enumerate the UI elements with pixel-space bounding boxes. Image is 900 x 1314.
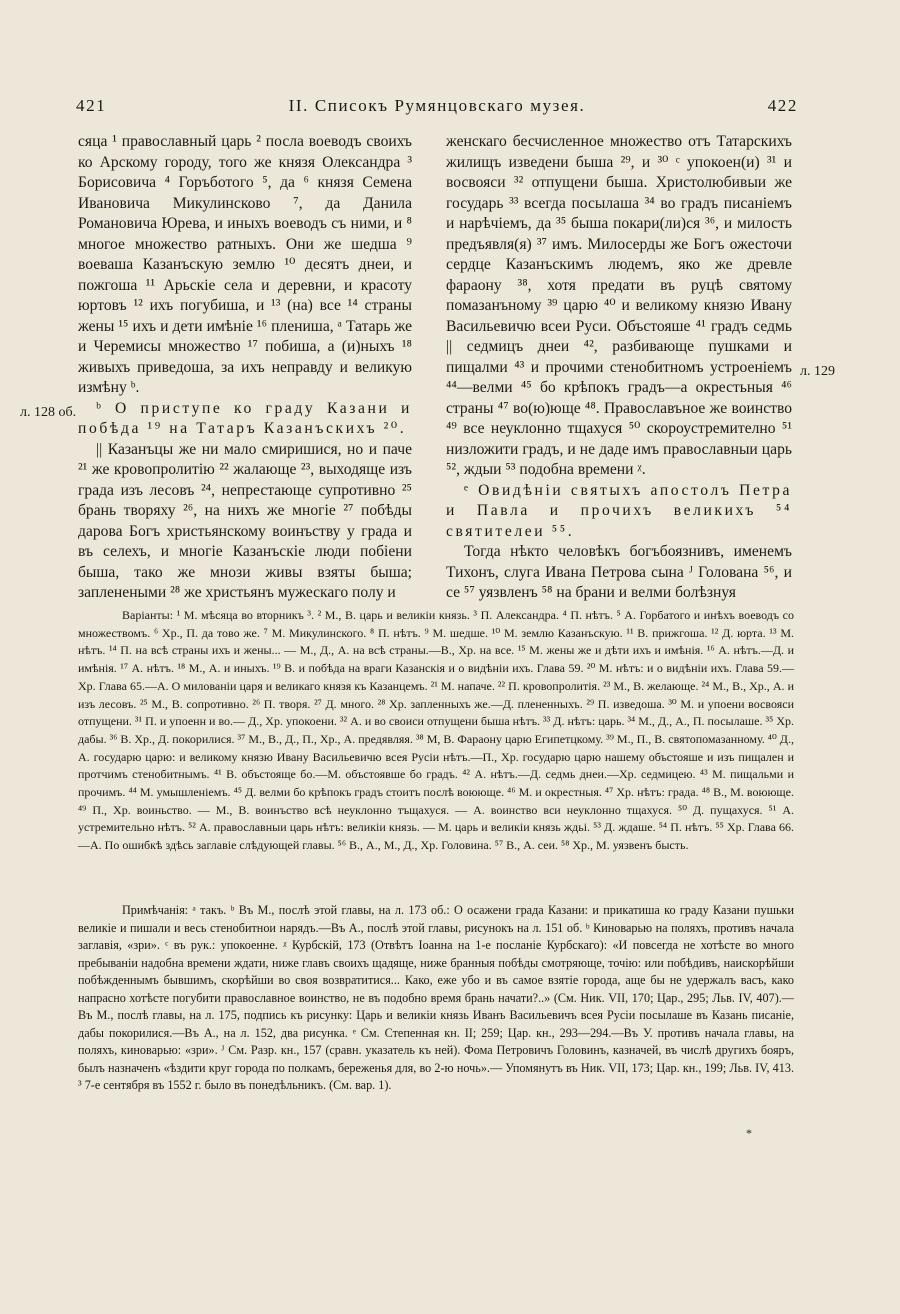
running-title: II. Списокъ Румянцовскаго музея. [288, 96, 586, 115]
chapter-heading-assault: ᵇ О приступе ко граду Казани и побѣда ¹⁹ на Татаръ Казанъскихъ ²⁰. [78, 399, 412, 437]
margin-folio-right: л. 129 [800, 364, 835, 379]
left-paragraph-1: сяца ¹ православный царь ² посла воеводъ своихъ ко Арскому городу, того же князя Олександра ³ Борисовича ⁴ Горъботого ⁵, да ⁶ князя Семена Ивановича Микулинсково ⁷, да Данила Романовича Юрева, и иныхъ воеводъ съ ними, и ⁸ многое множество ратныхъ. Они же шедша ⁹ воеваша Казанъскую землю ¹⁰ десятъ днеи, и пожгоша ¹¹ Арьскіе села и деревни, и красоту юртовъ ¹² ихъ погубиша, и ¹³ (на) все ¹⁴ страны жены ¹⁵ ихъ и дети имѣніе ¹⁶ плениша, ᵃ Татарь же и Черемисы множество ¹⁷ побиша, а (и)ныхъ ¹⁸ живыхъ приведоша, за ихъ неправду и великую измѣну ᵇ. [78, 133, 412, 396]
right-text-column [446, 132, 792, 604]
right-paragraph-1: женскаго бесчисленное множество отъ Татарскихъ жилищъ изведени быша ²⁹, и ³⁰ ᶜ упокоен(и) ³¹ и восвояси ³² отпущени быша. Христолюбивыи же государь ³³ всегда посылаша ³⁴ во градъ писаніемъ и нарѣчіемъ, да ³⁵ быша покари(ли)ся ³⁶, и милость предъявля(я) ³⁷ имъ. Милосерды же Богъ ожесточи сердце Казанъскимъ людемъ, яко же древле фараону ³⁸, хотя предати въ руцѣ святому помазанъному ³⁹ царю ⁴⁰ и великому князю Ивану Васильевичю всеи Руси. Объстояше ⁴¹ градъ седмь || седмицъ днеи ⁴², разбивающе пушками и пищалми ⁴³ и прочими стенобитномъ устроеніемъ ⁴⁴—велми ⁴⁵ бо крѣпокъ градъ—а окрестьныя ⁴⁶ страны ⁴⁷ во(ю)юще ⁴⁸. Православъное же воинство ⁴⁹ все неуклонно тщахуся ⁵⁰ скороустремително ⁵¹ низложити градъ, и не даде имъ православныи царь ⁵², ждыи ⁵³ подобна времени ᵡ. [446, 133, 792, 478]
page-number-right: 422 [767, 96, 798, 115]
variants-text: Варіанты: ¹ М. мѣсяца во вторникъ ³. ² М., В. царь и великіи князь. ³ П. Александра. ⁴ П. нѣтъ. ⁵ А. Горбатого и инѣхъ воеводъ со множествомъ. ⁶ Хр., П. да тово же. ⁷ М. Микулинского. ⁸ П. нѣтъ. ⁹ М. шедше. ¹⁰ М. землю Казанъскую. ¹¹ В. прижгоша. ¹² Д. юрта. ¹³ М. нѣтъ. ¹⁴ П. на всѣ страны ихъ и жены... — М., Д., А. на всѣ страны.—В., Хр. на все. ¹⁵ М. жены же и дѣти ихъ и имѣнія. ¹⁶ А. нѣтъ.—Д. и имѣнія. ¹⁷ А. нѣтъ. ¹⁸ М., А. и иныхъ. ¹⁹ В. и побѣда на враги Казанскія и о видѣніи ихъ. Глава 59. ²⁰ М. нѣтъ: и о видѣніи ихъ. Глава 59.—Хр. Глава 65.—А. О милованіи царя и великаго князя къ Казанцемъ. ²¹ М. напаче. ²² П. кровопролитія. ²³ М., В. желающе. ²⁴ М., В., Хр., А. и изъ лесовъ. ²⁵ М., В. сопротивно. ²⁶ П. творя. ²⁷ Д. много. ²⁸ Хр. запленныхъ же.—Д. плененныхъ. ²⁹ П. изведоша. ³⁰ М. и упоени восвояси отпущени. ³¹ П. и упоенн и во.— Д., Хр. упокоени. ³² А. и во своиси отпущени быша нѣтъ. ³³ Д. нѣтъ: царь. ³⁴ М., Д., А., П. посылаше. ³⁵ Хр. дабы. ³⁶ В. Хр., Д. покорилися. ³⁷ М., В., Д., П., Хр., А. предявляя. ³⁸ М, В. Фараону царю Египетцкому. ³⁹ М., П., В. святопомазанному. ⁴⁰ Д., А. государю царю: и великому князю Ивану Васильевичю всея Русіи нѣтъ.—П., Хр. государю царю нашему объстояше и изъ пищален и протчимъ стенобитнымъ. ⁴¹ В. объстояще бо.—М. объстоявше бо градъ. ⁴² А. нѣтъ.—Д. седмь днеи.—Хр. седмицею. ⁴³ М. пищальми и прочимъ. ⁴⁴ М. умышленіемъ. ⁴⁵ Д. велми бо крѣпокъ градъ стоитъ послѣ воююще. ⁴⁶ М. и окрестныя. ⁴⁷ Хр. нѣтъ: града. ⁴⁸ В., М. воююще. ⁴⁹ П., Хр. воиньство. — М., В. воинъство всѣ неуклонно тъщахуся. — А. воинство вси неуклонно тщахуся. ⁵⁰ Д. пущахуся. ⁵¹ А. устремительно нѣтъ. ⁵² А. православныи царь нѣтъ: великіи князь. — М. царь и великіи князь ждьі. ⁵³ Д. ждаше. ⁵⁴ П. нѣтъ. ⁵⁵ Хр. Глава 66.—А. По ошибкѣ здѣсь заглавіе слѣдующей главы. ⁵⁶ В., А., М., Д., Хр. Головина. ⁵⁷ В., А. сеи. ⁵⁸ Хр., М. уязвенъ бысть. [78, 608, 794, 853]
margin-folio-left: л. 128 об. [20, 405, 77, 420]
left-text-column [78, 132, 412, 604]
footer-asterisk: * [746, 1126, 752, 1140]
right-paragraph-2: Тогда нѣкто человѣкъ богъбоязнивъ, именемъ Тихонъ, слуга Ивана Петрова сына ᴶ Голована ⁵⁶, и се ⁵⁷ уязвленъ ⁵⁸ на брани и велми болѣзнуя [446, 543, 792, 601]
notes-text: Примѣчанія: ᵃ такъ. ᵇ Въ М., послѣ этой главы, на л. 173 об.: О осажени града Казани: и прикатиша ко граду Казани пушьки великіе и пишали и весь стенобитнои нарядъ.—Въ А., послѣ этой главы, рисунокъ на л. 151 об. ᵇ Киноварью на поляхъ, противъ начала заглавія, «зри». ᶜ въ рук.: упокоеннe. ᵡ Курбскій, 173 (Отвѣтъ Іоанна на 1-е посланіе Курбскаго): «И повсегда не хотѣсте во много пребываніи надобна времени ждати, ниже главъ своихъ щадяще, ниже бранныя побѣды смотряюще, точію: или побѣдивъ, наискорѣйши побѣжденнымъ бывшимъ, скорѣйши во своя возвратитися... Како, еже убо и въ самое взятіе города, аще бы не удержалъ васъ, како напрасно хотѣсте погубити православное воинство, не въ подобно время брань начати?..» (См. Ник. VII, 170; Цар., 295; Льв. IV, 407).—Въ М., послѣ главы, на л. 175, подпись къ рисунку: Царь и великіи князь Иванъ Васильевичъ всея Русіи посылаше въ Казань писаніе, дабы покорилися.—Въ А., на л. 152, два рисунка. ᵉ См. Степенная кн. II; 259; Цар. кн., 293—294.—Въ У. противъ начала главы, на поляхъ, киноварью: «зри». ᴶ См. Разр. кн., 157 (сравн. указатель къ ней). Фома Петровичъ Головинъ, казначей, въ числѣ другихъ бояръ, былъ назначенъ «ѣздити круг города по полкамъ, береженья для, во 2-ю ночь».— Упомянутъ въ Ник. VII, 173; Цар. кн., 199; Льв. IV, 413. ³ 7-е сентября въ 1552 г. было въ понедѣльникъ. (См. вар. 1). [78, 903, 794, 1092]
chapter-heading-vision: ᵉ Овидѣніи святыхъ апостолъ Петра и Павла и прочихъ великихъ ⁵⁴ святителеи ⁵⁵. [446, 481, 792, 540]
left-paragraph-2: || Казанъцы же ни мало смиришися, но и паче ²¹ же кровопролитію ²² жалающе ²³, выходяще изъ града изъ лесовъ ²⁴, непрестающе супротивно ²⁵ брань творяху ²⁶, на нихъ же многіе ²⁷ побѣды дарова Богъ христьянскому воинъству у града и въ селехъ, и многіе Казанъскіе люди побіени быша, тако же мнози живы взяты быша; запленеными ²⁸ же христьянъ мужескаго полу и [78, 440, 412, 601]
footnotes [78, 902, 794, 1095]
variant-readings [78, 607, 794, 855]
page-number-left: 421 [76, 96, 107, 115]
running-header [76, 96, 798, 120]
